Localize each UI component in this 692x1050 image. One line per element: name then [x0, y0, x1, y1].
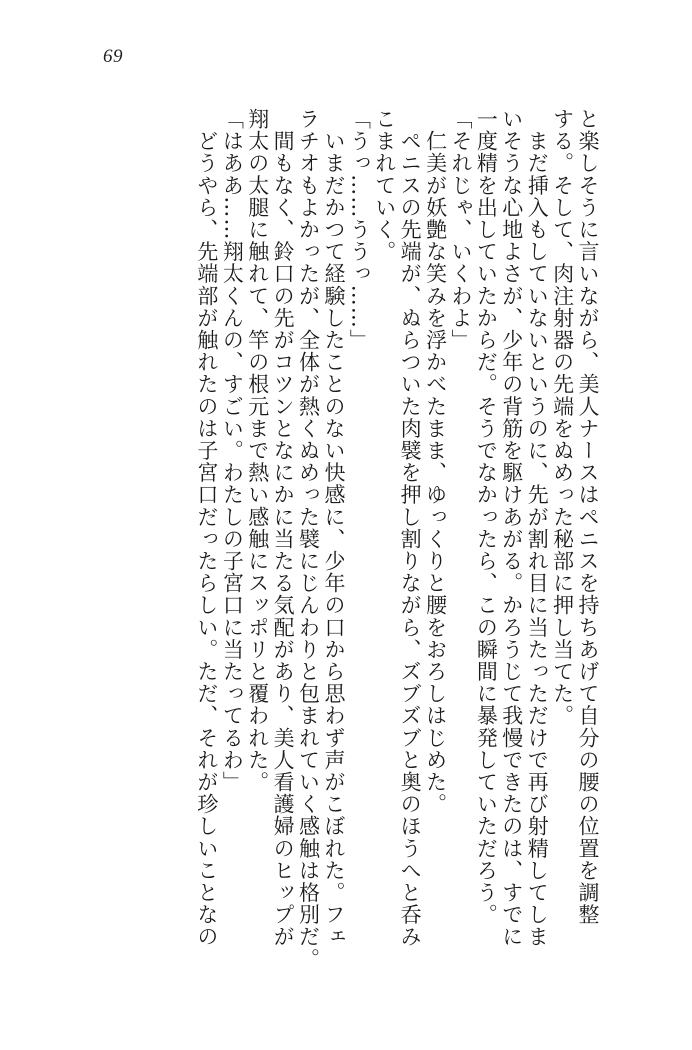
- text-line: 一度精を出していたからだ。そうでなかったら、この瞬間に暴発していただろう。: [474, 108, 499, 926]
- text-line: と楽しそうに言いながら、美人ナースはペニスを持ちあげて自分の腰の位置を調整: [576, 108, 600, 926]
- text-line: まだ挿入もしていないというのに、先が割れ目に当たっただけで再び射精してしま: [525, 108, 550, 948]
- text-line: する。そして、肉注射器の先端をぬめった秘部に押し当てた。: [550, 108, 575, 727]
- text-line: ラチオもよかったが、全体が熱くぬめった襞にじんわりと包まれていく感触は格別だ。: [296, 108, 321, 970]
- text-line: ペニスの先端が、ぬらついた肉襞を押し割りながら、ズブズブと奥のほうへと呑み: [398, 108, 423, 948]
- text-line: こまれていく。: [372, 108, 397, 263]
- dialogue-line: 「それじゃ、いくわよ」: [448, 108, 473, 352]
- dialogue-line: 「うっ……ううっ……」: [347, 108, 372, 352]
- text-line: 翔太の太腿に触れて、竿の根元まで熱い感触にスッポリと覆われた。: [245, 108, 270, 794]
- dialogue-line: 「はああ……翔太くんの、すごい。わたしの子宮口に当たってるわ」: [220, 108, 245, 794]
- text-line: どうやら、先端部が触れたのは子宮口だったらしい。ただ、それが珍しいことなの: [194, 108, 219, 948]
- vertical-text-body: [194, 108, 601, 1000]
- text-line: 間もなく、鈴口の先がコツンとなにかに当たる気配があり、美人看護婦のヒップが: [271, 108, 296, 948]
- text-line: いまだかつて経験したことのない快感に、少年の口から思わず声がこぼれた。フェ: [321, 108, 346, 948]
- page-number: 69: [103, 46, 123, 67]
- text-line: 仁美が妖艶な笑みを浮かべたまま、ゆっくりと腰をおろしはじめた。: [423, 108, 448, 816]
- text-line: いそうな心地よさが、少年の背筋を駆けあがる。かろうじて我慢できたのは、すでに: [499, 108, 524, 948]
